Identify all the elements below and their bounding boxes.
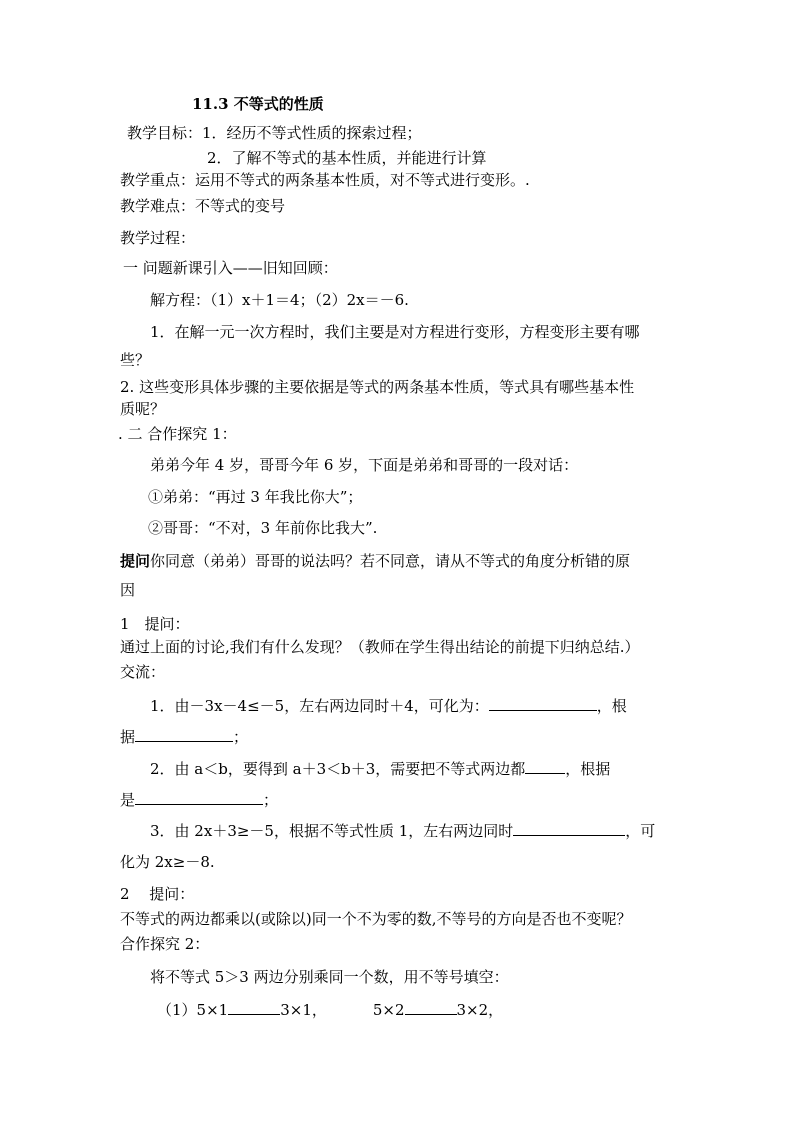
ask-line-2: 因 (120, 581, 136, 599)
exercise-3-line-1 (150, 820, 655, 841)
solve-equations (150, 290, 409, 310)
exercise-1-text: 1．由－3x－4≤－5，左右两边同时＋4，可化为： (150, 697, 489, 715)
question-1-line-1: 1．在解一元一次方程时，我们主要是对方程进行变形，方程变形主要有哪 (150, 323, 640, 341)
exercise-2-blank-1[interactable] (525, 758, 565, 774)
exercise-2-text-2: ，根据 (565, 760, 611, 778)
ask-label: 提问 (120, 552, 151, 570)
exercise-2-line-2 (120, 789, 278, 810)
fill-1-blank-1[interactable] (228, 999, 280, 1015)
exercise-1-text-3: 据 (120, 728, 136, 746)
page-title: 11.3 不等式的性质 (192, 95, 324, 113)
exercise-1-line-1 (150, 695, 627, 716)
fill-1-right: 3×1， (280, 1001, 327, 1019)
question-1-line-2: 些？ (120, 351, 151, 369)
multiply-instruction: 将不等式 5＞3 两边分别乘同一个数，用不等号填空： (150, 968, 509, 986)
solve-equations-text: x＋1＝4；（2）2x＝－6. (242, 291, 409, 309)
exercise-3-blank[interactable] (513, 820, 625, 836)
exercise-2-text: 2．由 a＜b，要得到 a＋3＜b＋3，需要把不等式两边都 (150, 760, 526, 778)
dialog-brother-elder: ②哥哥：“不对，3 年前你比我大”. (148, 519, 378, 537)
teaching-focus: 教学重点：运用不等式的两条基本性质，对不等式进行变形。. (120, 171, 530, 189)
question-2-line-1: 2. 这些变形具体步骤的主要依据是等式的两条基本性质，等式具有哪些基本性 (120, 378, 635, 396)
goals-label: 教学目标： (127, 124, 203, 142)
dialog-brother-younger: ①弟弟：“再过 3 年我比你大”； (148, 488, 363, 506)
section-2-heading: . 二 合作探究 1： (118, 425, 237, 443)
fill-1-left: （1）5×1 (157, 1001, 229, 1019)
goal-2: 2．了解不等式的基本性质，并能进行计算 (207, 149, 487, 167)
fill-row-1 (157, 999, 503, 1020)
story-text: 弟弟今年 4 岁，哥哥今年 6 岁，下面是弟弟和哥哥的一段对话： (150, 456, 579, 474)
exercise-1-blank-1[interactable] (489, 695, 597, 711)
exercise-1-text-2: ，根 (596, 697, 627, 715)
ask-line-1 (120, 551, 630, 571)
section-1-heading: 一 问题新课引入——旧知回顾： (123, 259, 338, 277)
teaching-process: 教学过程： (120, 229, 196, 247)
prompt-2-label: 2 提问： (120, 885, 195, 903)
exchange-label: 交流： (120, 663, 166, 681)
exercise-2-text-3: 是 (120, 791, 136, 809)
prompt-1-text: 通过上面的讨论,我们有什么发现？（教师在学生得出结论的前提下归纳总结.） (120, 638, 640, 656)
exercise-2-blank-2[interactable] (135, 789, 263, 805)
exercise-2-line-1 (150, 758, 610, 779)
exercise-3-line-2: 化为 2x≥－8. (120, 853, 215, 871)
exercise-1-text-4: ； (233, 728, 249, 746)
fill-2-right: 3×2， (456, 1001, 504, 1019)
question-2-line-2: 质呢？ (120, 400, 166, 418)
goal-1: 1．经历不等式性质的探索过程； (202, 124, 422, 142)
exercise-2-text-4: ； (263, 791, 279, 809)
goals-line-1 (127, 123, 422, 143)
exercise-1-blank-2[interactable] (135, 726, 233, 742)
ask-text: 你同意（弟弟）哥哥的说法吗？若不同意，请从不等式的角度分析错的原 (150, 552, 631, 570)
prompt-1-label: 1 提问： (120, 615, 190, 633)
prompt-2-text: 不等式的两边都乘以(或除以)同一个不为零的数,不等号的方向是否也不变呢？ (120, 910, 632, 928)
section-3-heading: 合作探究 2： (120, 935, 210, 953)
exercise-1-line-2 (120, 726, 248, 747)
exercise-3-text-2: ，可 (625, 822, 656, 840)
solve-prefix: 解方程：（1） (150, 291, 243, 309)
fill-1-blank-2[interactable] (405, 999, 457, 1015)
fill-2-left: 5×2 (372, 1001, 405, 1019)
teaching-difficulty: 教学难点：不等式的变号 (120, 197, 286, 215)
exercise-3-text: 3．由 2x＋3≥－5，根据不等式性质 1，左右两边同时 (150, 822, 514, 840)
